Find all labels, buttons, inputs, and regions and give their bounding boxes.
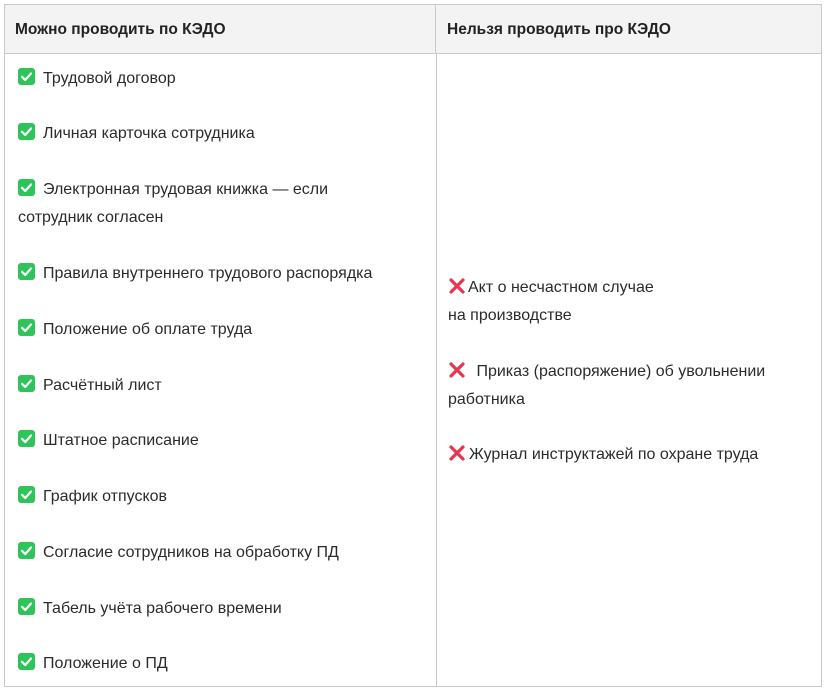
header-forbidden: Нельзя проводить про КЭДО xyxy=(436,5,821,54)
forbidden-item xyxy=(448,274,654,330)
allowed-item xyxy=(18,595,282,623)
check-box-icon xyxy=(18,319,35,336)
allowed-item-label: Положение о ПД xyxy=(43,655,168,672)
check-box-icon xyxy=(18,179,35,196)
allowed-item-label-continued: сотрудник согласен xyxy=(18,209,164,226)
check-box-icon xyxy=(18,598,35,615)
allowed-item xyxy=(18,650,168,678)
check-box-icon xyxy=(18,375,35,392)
allowed-item xyxy=(18,65,176,93)
header-allowed: Можно проводить по КЭДО xyxy=(5,5,436,54)
allowed-item-label: Личная карточка сотрудника xyxy=(43,125,255,142)
allowed-item xyxy=(18,260,372,288)
allowed-item-label: Трудовой договор xyxy=(43,70,176,87)
allowed-item-label: Расчётный лист xyxy=(43,377,162,394)
check-box-icon xyxy=(18,542,35,559)
forbidden-item-label-continued: работника xyxy=(448,391,525,408)
allowed-item xyxy=(18,316,252,344)
forbidden-item-label-continued: на производстве xyxy=(448,307,572,324)
check-box-icon xyxy=(18,68,35,85)
allowed-item xyxy=(18,176,328,232)
allowed-item xyxy=(18,372,162,400)
allowed-item-label: Штатное расписание xyxy=(43,432,199,449)
allowed-item xyxy=(18,539,339,567)
allowed-item-label: График отпусков xyxy=(43,488,168,505)
forbidden-item-label: Акт о несчастном случае xyxy=(468,279,654,296)
check-box-icon xyxy=(18,123,35,140)
cross-icon xyxy=(448,277,466,295)
check-box-icon xyxy=(18,263,35,280)
allowed-item xyxy=(18,427,199,455)
check-box-icon xyxy=(18,653,35,670)
forbidden-item-label: Приказ (распоряжение) об увольнении xyxy=(472,363,766,380)
allowed-item xyxy=(18,483,167,511)
allowed-item-label: Табель учёта рабочего времени xyxy=(43,600,282,617)
allowed-item-label: Согласие сотрудников на обработку ПД xyxy=(43,544,339,561)
check-box-icon xyxy=(18,486,35,503)
allowed-item-label: Правила внутреннего трудового распорядка xyxy=(43,265,373,282)
comparison-table xyxy=(4,4,822,687)
cross-icon xyxy=(448,444,466,462)
forbidden-item-label: Журнал инструктажей по охране труда xyxy=(469,446,759,463)
allowed-item xyxy=(18,120,255,148)
allowed-item-label: Электронная трудовая книжка — если xyxy=(43,181,329,198)
check-box-icon xyxy=(18,430,35,447)
allowed-item-label: Положение об оплате труда xyxy=(43,321,253,338)
cross-icon xyxy=(448,361,466,379)
forbidden-item xyxy=(448,441,758,469)
column-divider xyxy=(436,54,437,686)
forbidden-item xyxy=(448,358,765,414)
